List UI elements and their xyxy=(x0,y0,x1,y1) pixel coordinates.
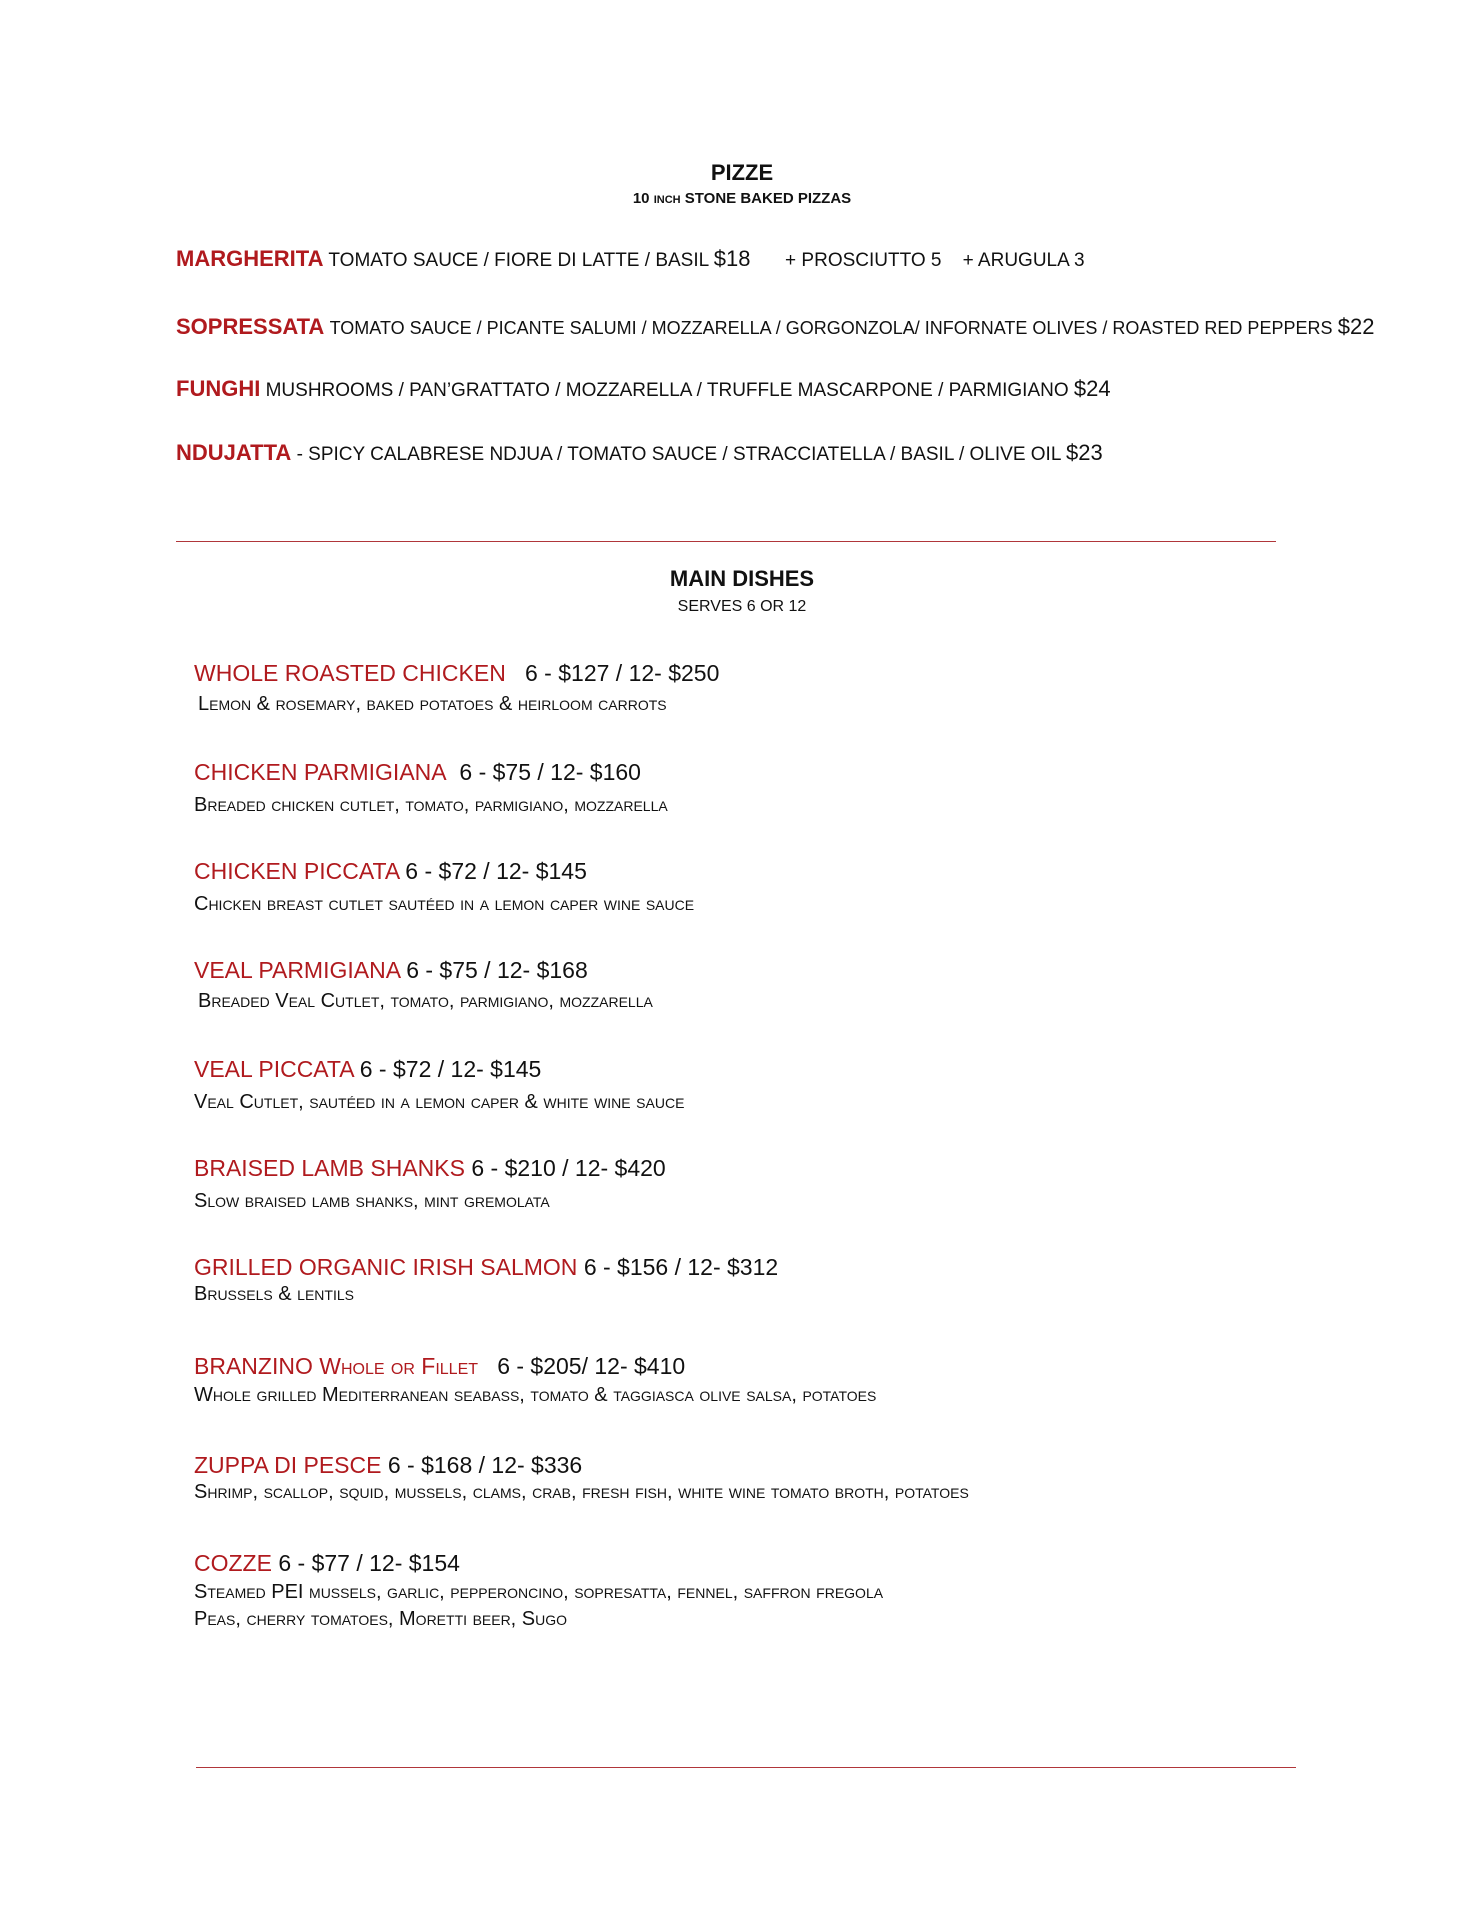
main-desc: Chicken breast cutlet sautéed in a lemon caper wine sauce xyxy=(194,893,695,915)
pizza-item xyxy=(176,440,1103,466)
main-price: 6 - $75 / 12- $160 xyxy=(459,759,641,785)
main-price: 6 - $72 / 12- $145 xyxy=(359,1056,542,1082)
main-name: BRANZINO Whole or Fillet xyxy=(194,1353,479,1379)
main-item xyxy=(194,1550,883,1631)
main-price: 6 - $75 / 12- $168 xyxy=(406,957,588,983)
main-desc: Peas, cherry tomatoes, Moretti beer, Sugo xyxy=(194,1608,568,1630)
mains-subtitle: SERVES 6 OR 12 xyxy=(677,598,807,615)
pizza-item xyxy=(176,246,1085,272)
pizza-desc: TOMATO SAUCE / PICANTE SALUMI / MOZZARELLA / GORGONZOLA/ INFORNATE OLIVES / ROASTED RED PEPPERS xyxy=(329,318,1333,338)
pizza-name: FUNGHI xyxy=(176,376,261,401)
pizza-name: NDUJATTA xyxy=(176,440,292,465)
pizze-subtitle-unit: INCH xyxy=(653,194,681,206)
main-item xyxy=(194,759,668,817)
main-name: WHOLE ROASTED CHICKEN xyxy=(194,660,506,686)
main-desc: Slow braised lamb shanks, mint gremolata xyxy=(194,1190,550,1212)
main-name: VEAL PARMIGIANA xyxy=(194,957,400,983)
main-price: 6 - $156 / 12- $312 xyxy=(583,1254,779,1280)
pizza-price: $24 xyxy=(1073,376,1111,401)
pizza-desc: - SPICY CALABRESE NDJUA / TOMATO SAUCE / STRACCIATELLA / BASIL / OLIVE OIL xyxy=(296,444,1061,465)
pizze-subtitle-size: 10 xyxy=(632,190,650,207)
pizza-extras: + PROSCIUTTO 5 + ARUGULA 3 xyxy=(785,250,1085,271)
main-name: CHICKEN PICCATA xyxy=(194,858,399,884)
pizza-name: SOPRESSATA xyxy=(176,314,325,339)
section-divider xyxy=(196,1767,1296,1768)
main-desc: Shrimp, scallop, squid, mussels, clams, crab, fresh fish, white wine tomato broth, potatoes xyxy=(194,1481,969,1503)
pizza-price: $18 xyxy=(713,246,751,271)
section-divider xyxy=(176,541,1276,542)
mains-title: MAIN DISHES xyxy=(669,566,815,591)
main-name: COZZE xyxy=(194,1550,272,1576)
main-item xyxy=(194,1353,876,1407)
main-price: 6 - $205/ 12- $410 xyxy=(497,1353,686,1379)
main-item xyxy=(194,1056,684,1114)
pizza-desc: MUSHROOMS / PAN’GRATTATO / MOZZARELLA / TRUFFLE MASCARPONE / PARMIGIANO xyxy=(265,380,1069,401)
main-name: VEAL PICCATA xyxy=(194,1056,354,1082)
main-item xyxy=(194,858,694,916)
main-item xyxy=(194,957,653,1013)
main-item xyxy=(194,1155,666,1213)
pizza-desc: TOMATO SAUCE / FIORE DI LATTE / BASIL xyxy=(328,250,709,271)
main-price: 6 - $168 / 12- $336 xyxy=(387,1452,583,1478)
pizza-price: $22 xyxy=(1337,314,1375,339)
main-item xyxy=(194,1254,778,1306)
main-name: CHICKEN PARMIGIANA xyxy=(194,759,447,785)
main-desc: Breaded chicken cutlet, tomato, parmigiano, mozzarella xyxy=(194,794,668,816)
main-desc: Brussels & lentils xyxy=(194,1283,354,1305)
pizze-title: PIZZE xyxy=(710,160,774,185)
main-price: 6 - $77 / 12- $154 xyxy=(278,1550,460,1576)
pizza-item xyxy=(176,314,1374,340)
main-item xyxy=(194,660,719,716)
mains-header xyxy=(0,566,1484,616)
pizze-header xyxy=(0,160,1484,207)
pizze-subtitle-rest: STONE BAKED PIZZAS xyxy=(684,190,852,207)
main-desc: Lemon & rosemary, baked potatoes & heirloom carrots xyxy=(198,693,667,715)
main-name: GRILLED ORGANIC IRISH SALMON xyxy=(194,1254,578,1280)
main-price: 6 - $127 / 12- $250 xyxy=(525,660,720,686)
main-desc: Breaded Veal Cutlet, tomato, parmigiano, mozzarella xyxy=(198,990,653,1012)
main-price: 6 - $72 / 12- $145 xyxy=(405,858,587,884)
pizze-subtitle xyxy=(0,190,1484,207)
pizza-item xyxy=(176,376,1111,402)
main-price: 6 - $210 / 12- $420 xyxy=(471,1155,666,1181)
main-desc: Steamed PEI mussels, garlic, pepperoncino, sopresatta, fennel, saffron fregola xyxy=(194,1581,884,1603)
main-item xyxy=(194,1452,969,1504)
main-desc: Whole grilled Mediterranean seabass, tomato & taggiasca olive salsa, potatoes xyxy=(194,1384,877,1406)
main-name: ZUPPA DI PESCE xyxy=(194,1452,382,1478)
main-name: BRAISED LAMB SHANKS xyxy=(194,1155,465,1181)
main-desc: Veal Cutlet, sautéed in a lemon caper & white wine sauce xyxy=(194,1091,685,1113)
pizza-name: MARGHERITA xyxy=(176,246,324,271)
pizza-price: $23 xyxy=(1065,440,1103,465)
